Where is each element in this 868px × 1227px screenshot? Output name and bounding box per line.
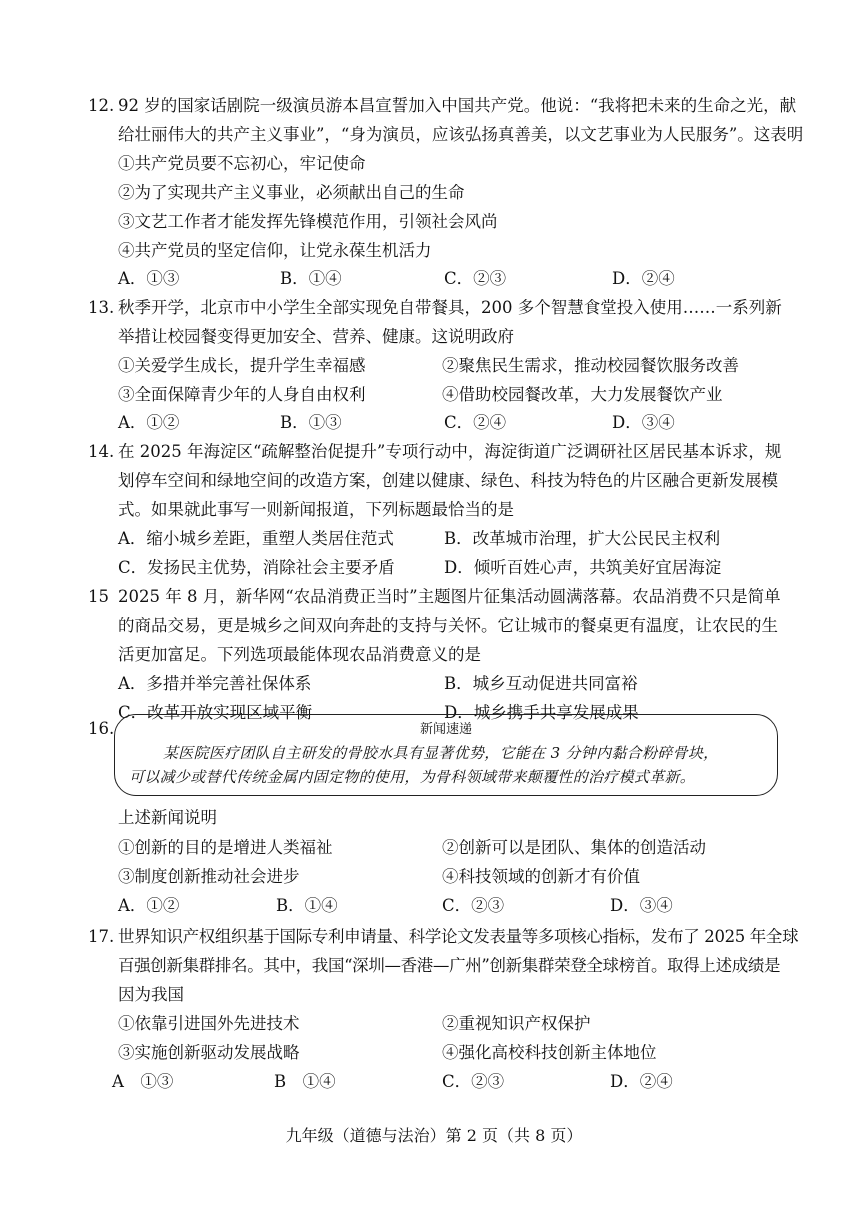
news-body-line: 某医院医疗团队自主研发的骨胶水具有显著优势，它能在 3 分钟内黏合粉碎骨块，	[163, 744, 719, 762]
question-number: 15	[88, 587, 109, 606]
question-stem-line: 给壮丽伟大的共产主义事业”，“身为演员，应该弘扬真善美，以文艺事业为人民服务”。这表明	[118, 125, 804, 144]
option-d: D．城乡携手共享发展成果	[444, 703, 639, 722]
statement-4: ④强化高校科技创新主体地位	[442, 1043, 657, 1062]
statement-4: ④共产党员的坚定信仰，让党永葆生机活力	[118, 241, 432, 260]
option-a: A．①②	[118, 896, 180, 915]
question-stem-line: 92 岁的国家话剧院一级演员游本昌宣誓加入中国共产党。他说：“我将把未来的生命之光，献	[118, 96, 797, 115]
question-prompt: 上述新闻说明	[118, 808, 217, 827]
option-a: A．①②	[118, 413, 180, 432]
question-stem-line: 的商品交易，更是城乡之间双向奔赴的支持与关怀。它让城市的餐桌更有温度，让农民的生	[118, 616, 778, 635]
question-number: 13.	[88, 298, 115, 317]
option-d: D．③④	[612, 413, 675, 432]
option-b: B．①④	[276, 896, 338, 915]
option-d: D．倾听百姓心声，共筑美好宜居海淀	[444, 558, 722, 577]
option-c: C．②④	[444, 413, 507, 432]
question-stem-line: 活更加富足。下列选项最能体现农品消费意义的是	[118, 645, 481, 664]
question-number: 12.	[88, 96, 115, 115]
option-d: D．②④	[610, 1072, 673, 1091]
news-body-line: 可以减少或替代传统金属内固定物的使用，为骨科领域带来颠覆性的治疗模式革新。	[129, 768, 696, 786]
option-b: B．城乡互动促进共同富裕	[444, 674, 638, 693]
option-b: B．①③	[280, 413, 342, 432]
option-b: B．改革城市治理，扩大公民民主权利	[444, 529, 721, 548]
option-a: A．①③	[118, 269, 180, 288]
question-stem-line: 秋季开学，北京市中小学生全部实现免自带餐具，200 多个智慧食堂投入使用……一系列新	[118, 298, 782, 317]
question-stem-line: 划停车空间和绿地空间的改造方案，创建以健康、绿色、科技为特色的片区融合更新发展模	[118, 471, 778, 490]
statement-3: ③实施创新驱动发展战略	[118, 1043, 300, 1062]
statement-2: ②创新可以是团队、集体的创造活动	[442, 838, 706, 857]
question-stem-line: 世界知识产权组织基于国际专利申请量、科学论文发表量等多项核心指标，发布了 2025 年全球	[118, 927, 799, 946]
option-c: C．②③	[442, 1072, 505, 1091]
question-stem-line: 式。如果就此事写一则新闻报道，下列标题最恰当的是	[118, 500, 514, 519]
option-c: C．②③	[442, 896, 505, 915]
news-box	[114, 714, 778, 796]
question-number: 16.	[88, 719, 115, 738]
question-stem-line: 在 2025 年海淀区“疏解整治促提升”专项行动中，海淀街道广泛调研社区居民基本诉求，规	[118, 442, 782, 461]
option-d: D．③④	[610, 896, 673, 915]
question-number: 14.	[88, 442, 115, 461]
question-stem-line: 举措让校园餐变得更加安全、营养、健康。这说明政府	[118, 327, 514, 346]
option-a: A．多措并举完善社保体系	[118, 674, 312, 693]
statement-2: ②聚焦民生需求，推动校园餐饮服务改善	[442, 356, 739, 375]
statement-3: ③文艺工作者才能发挥先锋模范作用，引领社会风尚	[118, 212, 498, 231]
option-a: A ①③	[112, 1072, 174, 1091]
statement-1: ①关爱学生成长，提升学生幸福感	[118, 356, 366, 375]
statement-1: ①共产党员要不忘初心，牢记使命	[118, 154, 366, 173]
statement-1: ①依靠引进国外先进技术	[118, 1014, 300, 1033]
statement-3: ③制度创新推动社会进步	[118, 867, 300, 886]
statement-4: ④科技领域的创新才有价值	[442, 867, 640, 886]
option-c: C．②③	[444, 269, 507, 288]
question-stem-line: 百强创新集群排名。其中，我国“深圳—香港—广州”创新集群荣登全球榜首。取得上述成绩是	[118, 956, 781, 975]
question-number: 17.	[88, 927, 115, 946]
question-stem-line: 2025 年 8 月，新华网“农品消费正当时”主题图片征集活动圆满落幕。农品消费不只是简单	[118, 587, 781, 606]
question-stem-line: 因为我国	[118, 985, 184, 1004]
option-b: B．①④	[280, 269, 342, 288]
option-c: C．发扬民主优势，消除社会主要矛盾	[118, 558, 395, 577]
option-c: C．改革开放实现区域平衡	[118, 703, 313, 722]
statement-3: ③全面保障青少年的人身自由权利	[118, 385, 366, 404]
statement-4: ④借助校园餐改革，大力发展餐饮产业	[442, 385, 723, 404]
statement-2: ②为了实现共产主义事业，必须献出自己的生命	[118, 183, 465, 202]
statement-1: ①创新的目的是增进人类福祉	[118, 838, 333, 857]
page-footer: 九年级（道德与法治）第 2 页（共 8 页）	[285, 1126, 583, 1145]
option-a: A．缩小城乡差距，重塑人类居住范式	[118, 529, 394, 548]
statement-2: ②重视知识产权保护	[442, 1014, 591, 1033]
option-d: D．②④	[612, 269, 675, 288]
news-title: 新闻速递	[419, 722, 472, 737]
option-b: B ①④	[274, 1072, 336, 1091]
